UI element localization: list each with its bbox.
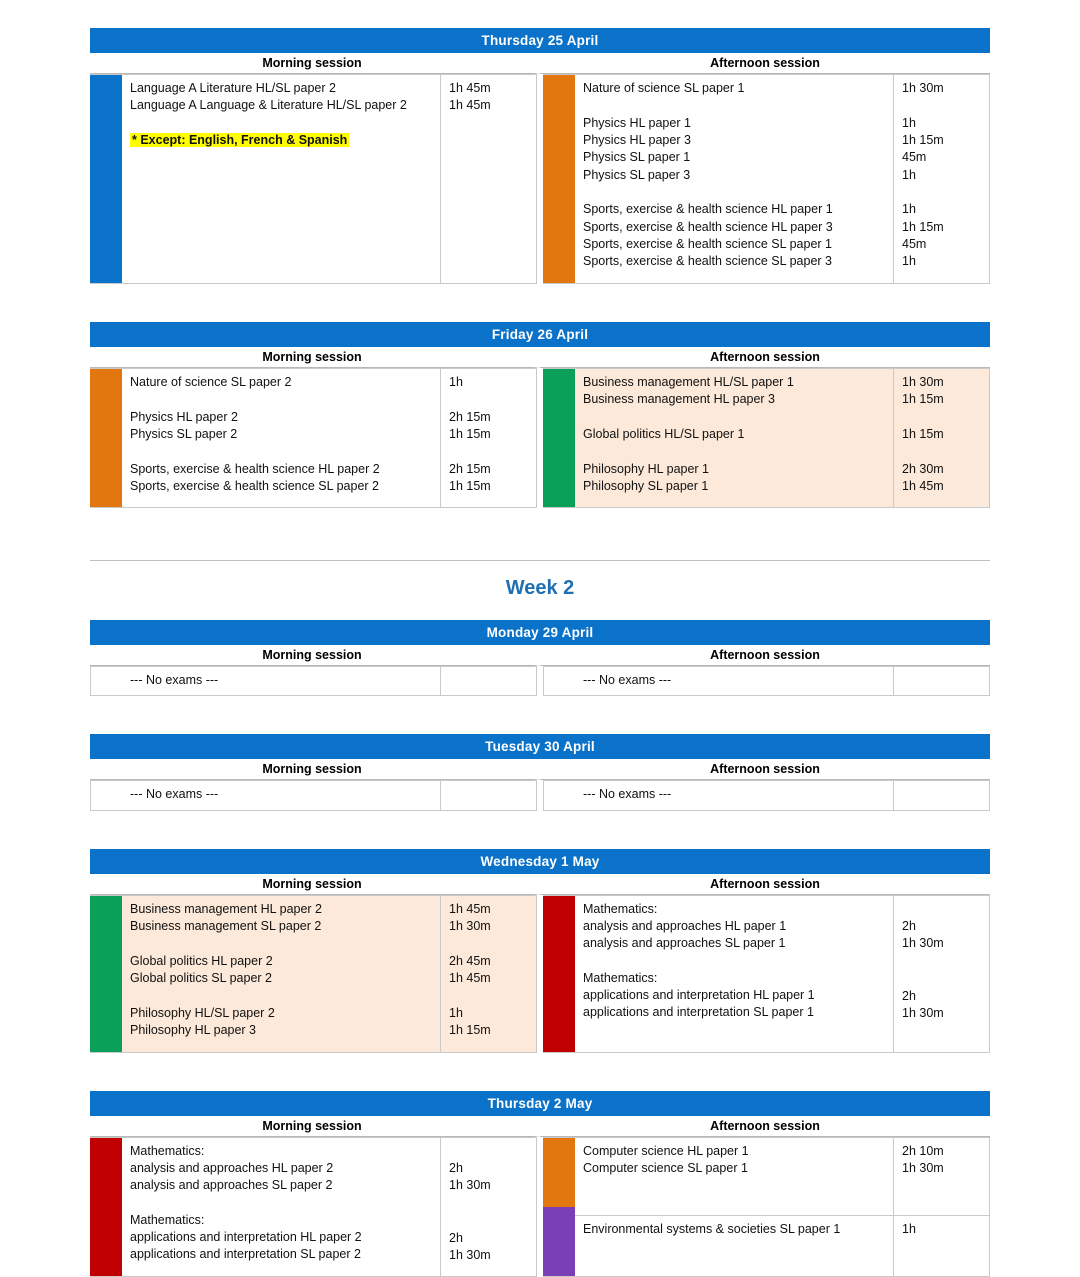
afternoon-subject-list: [575, 781, 893, 809]
block-spacer: [0, 1053, 1080, 1091]
afternoon-cell-top: [575, 1137, 990, 1216]
list-item: applications and interpretation HL paper 2: [130, 1230, 362, 1244]
spacer-line: [902, 184, 983, 202]
list-item: Nature of science SL paper 1: [583, 81, 745, 95]
afternoon-subject-list-top: [575, 1138, 893, 1215]
afternoon-cell: [575, 368, 990, 508]
list-item: Nature of science SL paper 2: [130, 375, 292, 389]
morning-duration-list: [440, 896, 536, 1052]
duration-value: 1h 45m: [449, 81, 491, 95]
color-segment-environmental-systems: [543, 1207, 575, 1276]
list-item: analysis and approaches HL paper 1: [583, 918, 787, 933]
list-item: Computer science SL paper 1: [583, 1160, 748, 1175]
duration-value: 1h 15m: [449, 479, 491, 493]
morning-session: [90, 74, 540, 284]
block-spacer: [0, 811, 1080, 849]
session-label-morning: Morning session: [90, 347, 540, 368]
list-item: --- No exams ---: [130, 787, 219, 802]
day-block-tuesday-30-april: [90, 734, 990, 810]
list-item: Physics SL paper 3: [583, 167, 691, 182]
afternoon-duration-list-top: [893, 1138, 989, 1215]
spacer-line: [902, 97, 983, 115]
list-item: Business management SL paper 2: [130, 918, 322, 933]
morning-cell: [122, 666, 537, 696]
list-item: analysis and approaches HL paper 2: [130, 1160, 334, 1175]
list-item: Business management HL paper 3: [583, 392, 776, 407]
morning-duration-list: [440, 1138, 536, 1276]
day-header: Friday 26 April: [90, 322, 990, 347]
spacer-line: [130, 443, 434, 461]
duration-value: 1h 15m: [449, 427, 491, 441]
spacer-line: [130, 115, 434, 133]
except-note-highlight: * Except: English, French & Spanish: [132, 133, 348, 147]
list-item: Philosophy HL paper 1: [583, 461, 710, 476]
session-headers: [90, 874, 990, 895]
morning-duration-list: [440, 75, 536, 283]
subject-group-color-bar: [90, 74, 122, 284]
afternoon-duration-list: [893, 896, 989, 1052]
subject-group-color-bar: [90, 368, 122, 508]
spacer-line: [130, 935, 434, 953]
spacer-line: [449, 1143, 530, 1161]
duration-value: 2h: [902, 988, 916, 1003]
day-header: Thursday 25 April: [90, 28, 990, 53]
duration-value: 1h: [449, 375, 463, 389]
morning-cell: [122, 780, 537, 810]
duration-value: 1h: [449, 1005, 463, 1020]
spacer-line: [130, 391, 434, 409]
subject-group-color-bar: [90, 780, 122, 810]
list-item: Environmental systems & societies SL paper 1: [583, 1221, 841, 1236]
duration-value: 2h 15m: [449, 409, 491, 424]
list-item: Physics HL paper 2: [130, 409, 238, 424]
list-item: Sports, exercise & health science HL paper 2: [130, 461, 380, 476]
duration-value: 1h: [902, 202, 916, 217]
afternoon-duration-list-bottom: [893, 1216, 989, 1276]
session-label-afternoon: Afternoon session: [540, 874, 990, 895]
list-item: Mathematics:: [583, 901, 658, 916]
list-item: --- No exams ---: [583, 787, 672, 802]
list-item: Global politics HL/SL paper 1: [583, 427, 745, 441]
afternoon-session: [540, 74, 990, 284]
afternoon-subject-list: [575, 369, 893, 507]
afternoon-subject-list-bottom: [575, 1216, 893, 1276]
duration-value: 1h: [902, 254, 916, 268]
duration-value: 45m: [902, 150, 927, 165]
morning-session: [90, 895, 540, 1053]
day-header: Thursday 2 May: [90, 1091, 990, 1116]
duration-value: 1h: [902, 1221, 916, 1236]
afternoon-cell-stack: [575, 1137, 990, 1277]
duration-value: 1h 45m: [449, 901, 491, 916]
afternoon-session: [540, 1137, 990, 1277]
session-label-morning: Morning session: [90, 759, 540, 780]
list-item: Sports, exercise & health science HL paper 1: [583, 202, 833, 217]
duration-value: 2h 45m: [449, 953, 491, 968]
sessions-body: [90, 74, 990, 284]
afternoon-cell: [575, 895, 990, 1053]
morning-subject-list: [122, 1138, 440, 1276]
session-label-afternoon: Afternoon session: [540, 1116, 990, 1137]
morning-cell: [122, 1137, 537, 1277]
list-item: applications and interpretation HL paper 1: [583, 988, 815, 1002]
subject-group-color-bar-split: [543, 1137, 575, 1277]
duration-value: 2h 30m: [902, 461, 944, 476]
subject-group-color-bar: [543, 368, 575, 508]
list-item: --- No exams ---: [583, 673, 672, 687]
spacer-line: [583, 443, 887, 461]
list-item: Philosophy HL paper 3: [130, 1022, 257, 1037]
spacer-line: [902, 953, 983, 971]
day-block-friday-26-april: [90, 322, 990, 508]
morning-cell: [122, 74, 537, 284]
duration-value: 1h 45m: [449, 98, 491, 113]
morning-subject-list: [122, 781, 440, 809]
day-header: Monday 29 April: [90, 620, 990, 645]
week-spacer: [0, 508, 1080, 560]
duration-value: 1h 15m: [902, 427, 944, 441]
list-item: Language A Literature HL/SL paper 2: [130, 81, 336, 95]
list-item: Business management HL/SL paper 1: [583, 375, 794, 389]
spacer-line: [583, 952, 887, 970]
session-headers: [90, 645, 990, 666]
duration-value: 1h 30m: [449, 918, 491, 933]
morning-subject-list: [122, 75, 440, 283]
sessions-body: [90, 780, 990, 810]
session-headers: [90, 53, 990, 74]
duration-value: 45m: [902, 236, 927, 251]
subject-group-color-bar: [543, 895, 575, 1053]
afternoon-session: [540, 666, 990, 696]
morning-duration-list: [440, 369, 536, 507]
afternoon-duration-list: [893, 781, 989, 809]
duration-value: 1h 15m: [902, 133, 944, 147]
afternoon-cell: [575, 780, 990, 810]
list-item: Business management HL paper 2: [130, 901, 323, 916]
sessions-body: [90, 368, 990, 508]
spacer-line: [449, 1195, 530, 1213]
duration-value: 2h: [449, 1230, 463, 1245]
list-item: Sports, exercise & health science SL paper 1: [583, 236, 832, 251]
afternoon-subject-list: [575, 667, 893, 695]
subject-group-color-bar: [543, 74, 575, 284]
session-label-morning: Morning session: [90, 53, 540, 74]
list-item: Philosophy HL/SL paper 2: [130, 1005, 275, 1020]
morning-cell: [122, 895, 537, 1053]
subject-group-color-bar: [543, 780, 575, 810]
session-label-morning: Morning session: [90, 874, 540, 895]
list-item: Sports, exercise & health science SL paper 3: [583, 254, 832, 268]
spacer-line: [583, 184, 887, 202]
duration-value: 2h 10m: [902, 1143, 944, 1158]
day-header: Tuesday 30 April: [90, 734, 990, 759]
spacer-line: [449, 391, 530, 409]
list-item: Physics SL paper 1: [583, 150, 691, 165]
subject-group-color-bar: [90, 666, 122, 696]
spacer-line: [449, 935, 530, 953]
duration-value: 1h 30m: [449, 1178, 491, 1193]
session-label-afternoon: Afternoon session: [540, 645, 990, 666]
session-headers: [90, 347, 990, 368]
spacer-line: [902, 970, 983, 988]
afternoon-duration-list: [893, 75, 989, 283]
subject-group-color-bar: [90, 1137, 122, 1277]
day-header: Wednesday 1 May: [90, 849, 990, 874]
duration-value: 1h 45m: [902, 479, 944, 493]
session-headers: [90, 759, 990, 780]
day-block-thursday-2-may: [90, 1091, 990, 1277]
afternoon-subject-list: [575, 75, 893, 283]
list-item: Physics SL paper 2: [130, 427, 238, 441]
afternoon-session: [540, 780, 990, 810]
duration-value: 2h: [902, 919, 916, 933]
spacer-line: [130, 1194, 434, 1212]
list-item: Sports, exercise & health science SL paper 2: [130, 479, 379, 493]
block-spacer: [0, 284, 1080, 322]
list-item: analysis and approaches SL paper 1: [583, 936, 786, 950]
morning-subject-list: [122, 667, 440, 695]
morning-duration-list: [440, 667, 536, 695]
afternoon-cell: [575, 666, 990, 696]
block-spacer: [0, 606, 1080, 620]
afternoon-subject-list: [575, 896, 893, 1052]
top-spacer: [0, 0, 1080, 28]
list-item: applications and interpretation SL paper 1: [583, 1005, 814, 1020]
block-spacer: [0, 696, 1080, 734]
session-headers: [90, 1116, 990, 1137]
session-label-afternoon: Afternoon session: [540, 347, 990, 368]
morning-session: [90, 1137, 540, 1277]
spacer-line: [449, 1212, 530, 1230]
list-item: Language A Language & Literature HL/SL paper 2: [130, 98, 407, 113]
duration-value: 1h 30m: [902, 375, 944, 389]
afternoon-duration-list: [893, 369, 989, 507]
week-title: Week 2: [505, 577, 575, 599]
list-item: Global politics SL paper 2: [130, 970, 272, 985]
afternoon-cell-bottom: [575, 1216, 990, 1277]
session-label-morning: Morning session: [90, 645, 540, 666]
spacer-line: [449, 987, 530, 1005]
morning-session: [90, 368, 540, 508]
duration-value: 1h 15m: [902, 392, 944, 407]
list-item: Global politics HL paper 2: [130, 953, 273, 968]
duration-value: 1h 30m: [449, 1247, 491, 1262]
sessions-body: [90, 895, 990, 1053]
spacer-line: [902, 901, 983, 919]
list-item: Computer science HL paper 1: [583, 1143, 749, 1158]
day-block-monday-29-april: [90, 620, 990, 696]
day-block-thursday-25-april: [90, 28, 990, 284]
day-block-wednesday-1-may: [90, 849, 990, 1053]
subject-group-color-bar: [543, 666, 575, 696]
duration-value: 2h: [449, 1161, 463, 1175]
afternoon-session: [540, 368, 990, 508]
spacer-line: [902, 443, 983, 461]
morning-session: [90, 780, 540, 810]
morning-duration-list: [440, 781, 536, 809]
duration-value: 1h: [902, 115, 916, 130]
duration-value: 1h 30m: [902, 1005, 944, 1020]
session-label-afternoon: Afternoon session: [540, 53, 990, 74]
morning-subject-list: [122, 896, 440, 1052]
afternoon-session: [540, 895, 990, 1053]
list-item: Sports, exercise & health science HL paper 3: [583, 219, 833, 234]
duration-value: 1h 30m: [902, 1160, 944, 1175]
duration-value: 2h 15m: [449, 461, 491, 476]
afternoon-duration-list: [893, 667, 989, 695]
subject-group-color-bar: [90, 895, 122, 1053]
morning-cell: [122, 368, 537, 508]
morning-subject-list: [122, 369, 440, 507]
sessions-body: [90, 1137, 990, 1277]
list-item: Philosophy SL paper 1: [583, 479, 709, 493]
afternoon-cell: [575, 74, 990, 284]
list-item-note: [130, 132, 434, 149]
duration-value: 1h 15m: [902, 219, 944, 234]
duration-value: 1h 30m: [902, 936, 944, 951]
list-item: Mathematics:: [130, 1143, 205, 1158]
session-label-afternoon: Afternoon session: [540, 759, 990, 780]
sessions-body: [90, 666, 990, 696]
spacer-line: [902, 409, 983, 427]
spacer-line: [583, 97, 887, 115]
list-item: applications and interpretation SL paper 2: [130, 1247, 361, 1262]
list-item: --- No exams ---: [130, 673, 219, 687]
duration-value: 1h 30m: [902, 81, 944, 95]
duration-value: 1h 45m: [449, 970, 491, 985]
duration-value: 1h: [902, 167, 916, 182]
spacer-line: [583, 409, 887, 427]
list-item: Mathematics:: [130, 1212, 205, 1227]
spacer-line: [130, 987, 434, 1005]
duration-value: 1h 15m: [449, 1022, 491, 1037]
morning-session: [90, 666, 540, 696]
list-item: Physics HL paper 3: [583, 133, 691, 147]
list-item: Mathematics:: [583, 970, 658, 985]
list-item: analysis and approaches SL paper 2: [130, 1178, 333, 1192]
session-label-morning: Morning session: [90, 1116, 540, 1137]
color-segment-computer-science: [543, 1138, 575, 1207]
spacer-line: [449, 443, 530, 461]
list-item: Physics HL paper 1: [583, 115, 691, 130]
